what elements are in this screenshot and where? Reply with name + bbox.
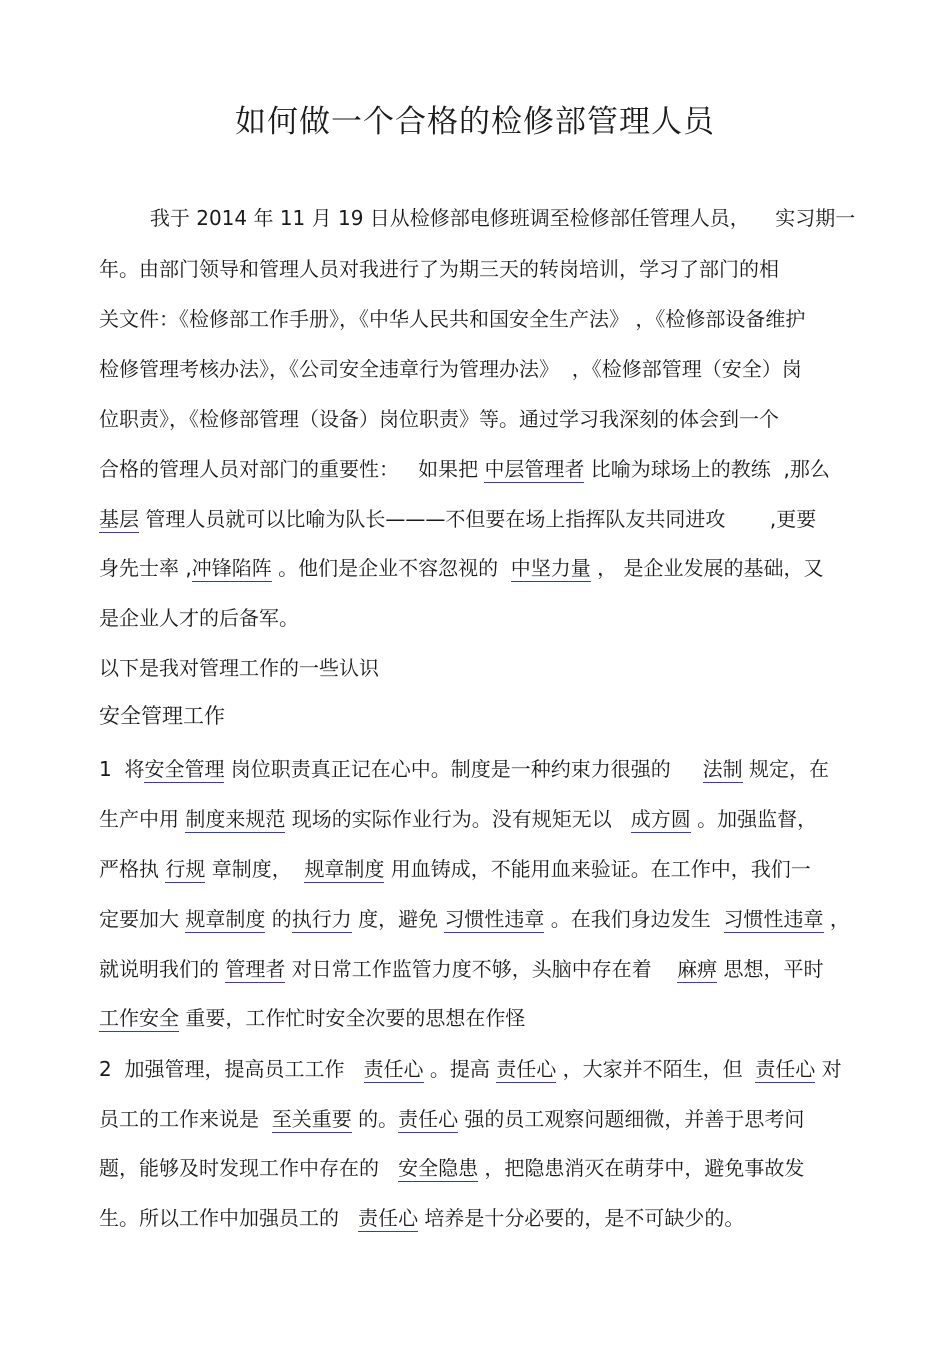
text-run: 生产中用 [99, 807, 186, 831]
underlined-term: 责任心 [363, 1057, 424, 1081]
text-run: 培养是十分必要的，是不可缺少的。 [418, 1206, 745, 1230]
underlined-term: 规章制度 [304, 857, 385, 881]
underlined-term: 执行力 [291, 907, 352, 931]
text-run: 的。 [351, 1107, 399, 1131]
underlined-term: 工作安全 [99, 1006, 179, 1030]
text-run: 1 将 [99, 757, 145, 781]
underlined-term: 成方圆 [630, 807, 691, 831]
text-run: 。他们是企业不容忽视的 [271, 556, 511, 580]
paragraph-line [99, 957, 824, 981]
text-run: 重要，工作忙时安全次要的思想在作怪 [179, 1006, 526, 1030]
underlined-term: 规章制度 [185, 907, 266, 931]
underlined-term: 责任心 [398, 1107, 459, 1131]
text-run: 强的员工观察问题细微，并善于思考问 [458, 1107, 805, 1131]
underlined-term: 冲锋陷阵 [191, 556, 272, 580]
text-run: 管理人员就可以比喻为队长———不但要在场上指挥队友共同进攻 ,更要 [139, 507, 817, 531]
underlined-term: 行规 [165, 857, 206, 881]
text-run: 身先士率 , [99, 556, 192, 580]
text-run: 。在我们身边发生 [544, 907, 724, 931]
paragraph-line [99, 1107, 804, 1131]
underlined-term: 安全管理 [144, 757, 225, 781]
text-run: 我于 2014 年 11 月 19 日从检修部电修班调至检修部任管理人员， 实习期一 [99, 206, 856, 230]
text-run: 。加强监督， [690, 807, 818, 831]
text-run: 检修管理考核办法》，《公司安全违章行为管理办法》 ，《检修部管理（安全）岗 [99, 357, 802, 381]
paragraph-line [99, 457, 830, 481]
text-run: 安全管理工作 [99, 704, 225, 728]
text-run: 对 [815, 1057, 842, 1081]
paragraph-line [99, 556, 824, 580]
text-run: 用血铸成，不能用血来验证。在工作中，我们一 [384, 857, 811, 881]
text-run: 思想，平时 [717, 957, 824, 981]
paragraph-line [99, 407, 779, 431]
text-run: 。提高 [423, 1057, 497, 1081]
underlined-term: 责任心 [755, 1057, 816, 1081]
text-run: ，把隐患消灭在萌芽中，避免事故发 [478, 1156, 805, 1180]
paragraph-line [99, 907, 850, 931]
text-run: 关文件：《检修部工作手册》，《中华人民共和国安全生产法》 ，《检修部设备维护 [99, 307, 806, 331]
text-run: ， [823, 907, 850, 931]
underlined-term: 制度来规范 [185, 807, 286, 831]
paragraph-line [99, 1206, 744, 1230]
paragraph-line [99, 1057, 842, 1081]
paragraph-line [99, 1156, 804, 1180]
document-title: 如何做一个合格的检修部管理人员 [235, 104, 715, 140]
paragraph-line [99, 357, 802, 381]
underlined-term: 基层 [99, 507, 139, 531]
paragraph-line [99, 857, 811, 881]
text-run: 的 [265, 907, 292, 931]
underlined-term: 习惯性违章 [723, 907, 824, 931]
underlined-term: 责任心 [358, 1206, 419, 1230]
underlined-term: 责任心 [496, 1057, 557, 1081]
text-run: 生。所以工作中加强员工的 [99, 1206, 359, 1230]
paragraph-line [99, 656, 379, 680]
text-run: 现场的实际作业行为。没有规矩无以 [285, 807, 631, 831]
text-run: 章制度， [205, 857, 305, 881]
underlined-term: 习惯性违章 [444, 907, 545, 931]
text-run: 岗位职责真正记在心中。制度是一种约束力很强的 [224, 757, 703, 781]
underlined-term: 麻痹 [677, 957, 718, 981]
text-run: 是企业人才的后备军。 [99, 606, 299, 630]
text-run: 位职责》，《检修部管理（设备）岗位职责》等。通过学习我深刻的体会到一个 [99, 407, 779, 431]
text-run: 对日常工作监管力度不够，头脑中存在着 [285, 957, 678, 981]
text-run: 2 加强管理，提高员工工作 [99, 1057, 364, 1081]
underlined-term: 管理者 [225, 957, 286, 981]
text-run: 规定，在 [742, 757, 829, 781]
underlined-term: 法制 [702, 757, 743, 781]
section-heading [99, 704, 225, 728]
underlined-term: 中坚力量 [510, 556, 591, 580]
text-run: 合格的管理人员对部门的重要性： 如果把 [99, 457, 485, 481]
text-run: 就说明我们的 [99, 957, 226, 981]
text-run: 度，避免 [351, 907, 445, 931]
text-run: 比喻为球场上的教练 ,那么 [584, 457, 830, 481]
text-run: 题，能够及时发现工作中存在的 [99, 1156, 399, 1180]
paragraph-line [99, 1006, 525, 1030]
underlined-term: 安全隐患 [398, 1156, 479, 1180]
paragraph-line [99, 606, 299, 630]
text-run: 员工的工作来说是 [99, 1107, 272, 1131]
text-run: ，大家并不陌生，但 [556, 1057, 756, 1081]
paragraph-line [99, 507, 816, 531]
underlined-term: 中层管理者 [484, 457, 585, 481]
paragraph-line [99, 206, 855, 230]
paragraph-line [99, 257, 779, 281]
text-run: ， 是企业发展的基础，又 [590, 556, 824, 580]
text-run: 严格执 [99, 857, 166, 881]
text-run: 定要加大 [99, 907, 186, 931]
text-run: 以下是我对管理工作的一些认识 [99, 656, 379, 680]
underlined-term: 至关重要 [271, 1107, 352, 1131]
paragraph-line [99, 307, 805, 331]
paragraph-line [99, 807, 817, 831]
text-run: 年。由部门领导和管理人员对我进行了为期三天的转岗培训，学习了部门的相 [99, 257, 779, 281]
paragraph-line [99, 757, 829, 781]
